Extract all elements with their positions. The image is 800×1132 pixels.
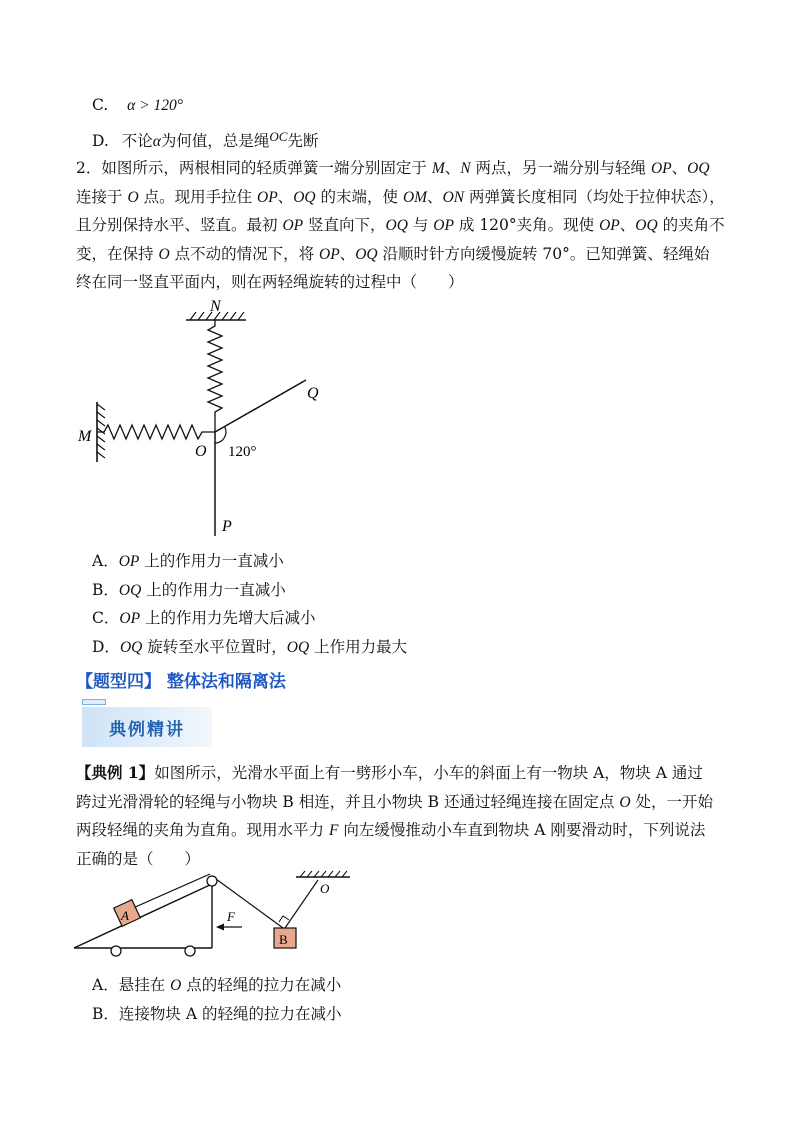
example1-option-a: A．悬挂在 O 点的轻绳的拉力在减小 — [92, 976, 342, 994]
ceiling-o-hatch — [300, 871, 347, 877]
label-o-point: O — [320, 881, 330, 896]
q2-stem-line-3: 且分别保持水平、竖直。最初 OP 竖直向下，OQ 与 OP 成 120°夹角。现使 OP、OQ 的夹角不 — [76, 216, 725, 234]
option-label: C. — [92, 96, 109, 114]
q2-option-a: A．OP 上的作用力一直减小 — [92, 552, 284, 570]
example1-option-b: B．连接物块 A 的轻绳的拉力在减小 — [92, 1005, 342, 1023]
example1-line-1: 【典例 1】如图所示，光滑水平面上有一劈形小车，小车的斜面上有一物块 A，物块 A 通过 — [76, 763, 703, 782]
q2-stem-line-4: 变，在保持 O 点不动的情况下，将 OP、OQ 沿顺时针方向缓慢旋转 70°。已知弹簧、轻绳始 — [76, 245, 710, 263]
label-q: Q — [307, 385, 319, 402]
angle-label: 120° — [228, 444, 257, 460]
q2-stem-line-2: 连接于 O 点。现用手拉住 OP、OQ 的末端，使 OM、ON 两弹簧长度相同（均处于拉伸状态）， — [76, 188, 725, 206]
force-arrowhead — [216, 924, 224, 931]
q2-option-b: B．OQ 上的作用力一直减小 — [92, 581, 286, 599]
q2-option-d: D．OQ 旋转至水平位置时，OQ 上作用力最大 — [92, 638, 408, 656]
label-p: P — [222, 518, 232, 535]
label-m: M — [78, 428, 92, 445]
q1-option-d: D. 不论α为何值，总是绳$^{OC}$先断 — [92, 129, 319, 150]
q2-stem-line-1: 2．如图所示，两根相同的轻质弹簧一端分别固定于 M、N 两点，另一端分别与轻绳 OP、OQ — [76, 159, 710, 177]
example1-line-4: 正确的是（ ） — [76, 850, 201, 868]
formula: α > 120° — [127, 97, 183, 114]
label-f: F — [227, 909, 235, 924]
label-o: O — [195, 443, 207, 460]
wheel-right — [185, 946, 195, 956]
section-heading: 【题型四】 整体法和隔离法 — [76, 672, 286, 692]
option-label: D. — [92, 132, 109, 150]
example1-line-3: 两段轻绳的夹角为直角。现用水平力 F 向左缓慢推动小车直到物块 A 刚要滑动时，下列说法 — [76, 821, 706, 839]
wedge-incline — [74, 884, 212, 948]
q2-stem-line-5: 终在同一竖直平面内，则在两轻绳旋转的过程中（ ） — [76, 273, 464, 291]
wheel-left — [111, 946, 121, 956]
label-n: N — [210, 298, 221, 315]
pulley — [207, 876, 217, 886]
label-b: B — [279, 932, 288, 947]
right-angle-mark — [279, 916, 289, 922]
rope-b-o — [285, 880, 318, 928]
example1-line-2: 跨过光滑滑轮的轻绳与小物块 B 相连，并且小物块 B 还通过轻绳连接在固定点 O 处，一开始 — [76, 793, 714, 811]
example-badge: 典例精讲 — [82, 707, 212, 747]
label-a: A — [121, 908, 129, 923]
q2-option-c: C．OP 上的作用力先增大后减小 — [92, 609, 316, 627]
